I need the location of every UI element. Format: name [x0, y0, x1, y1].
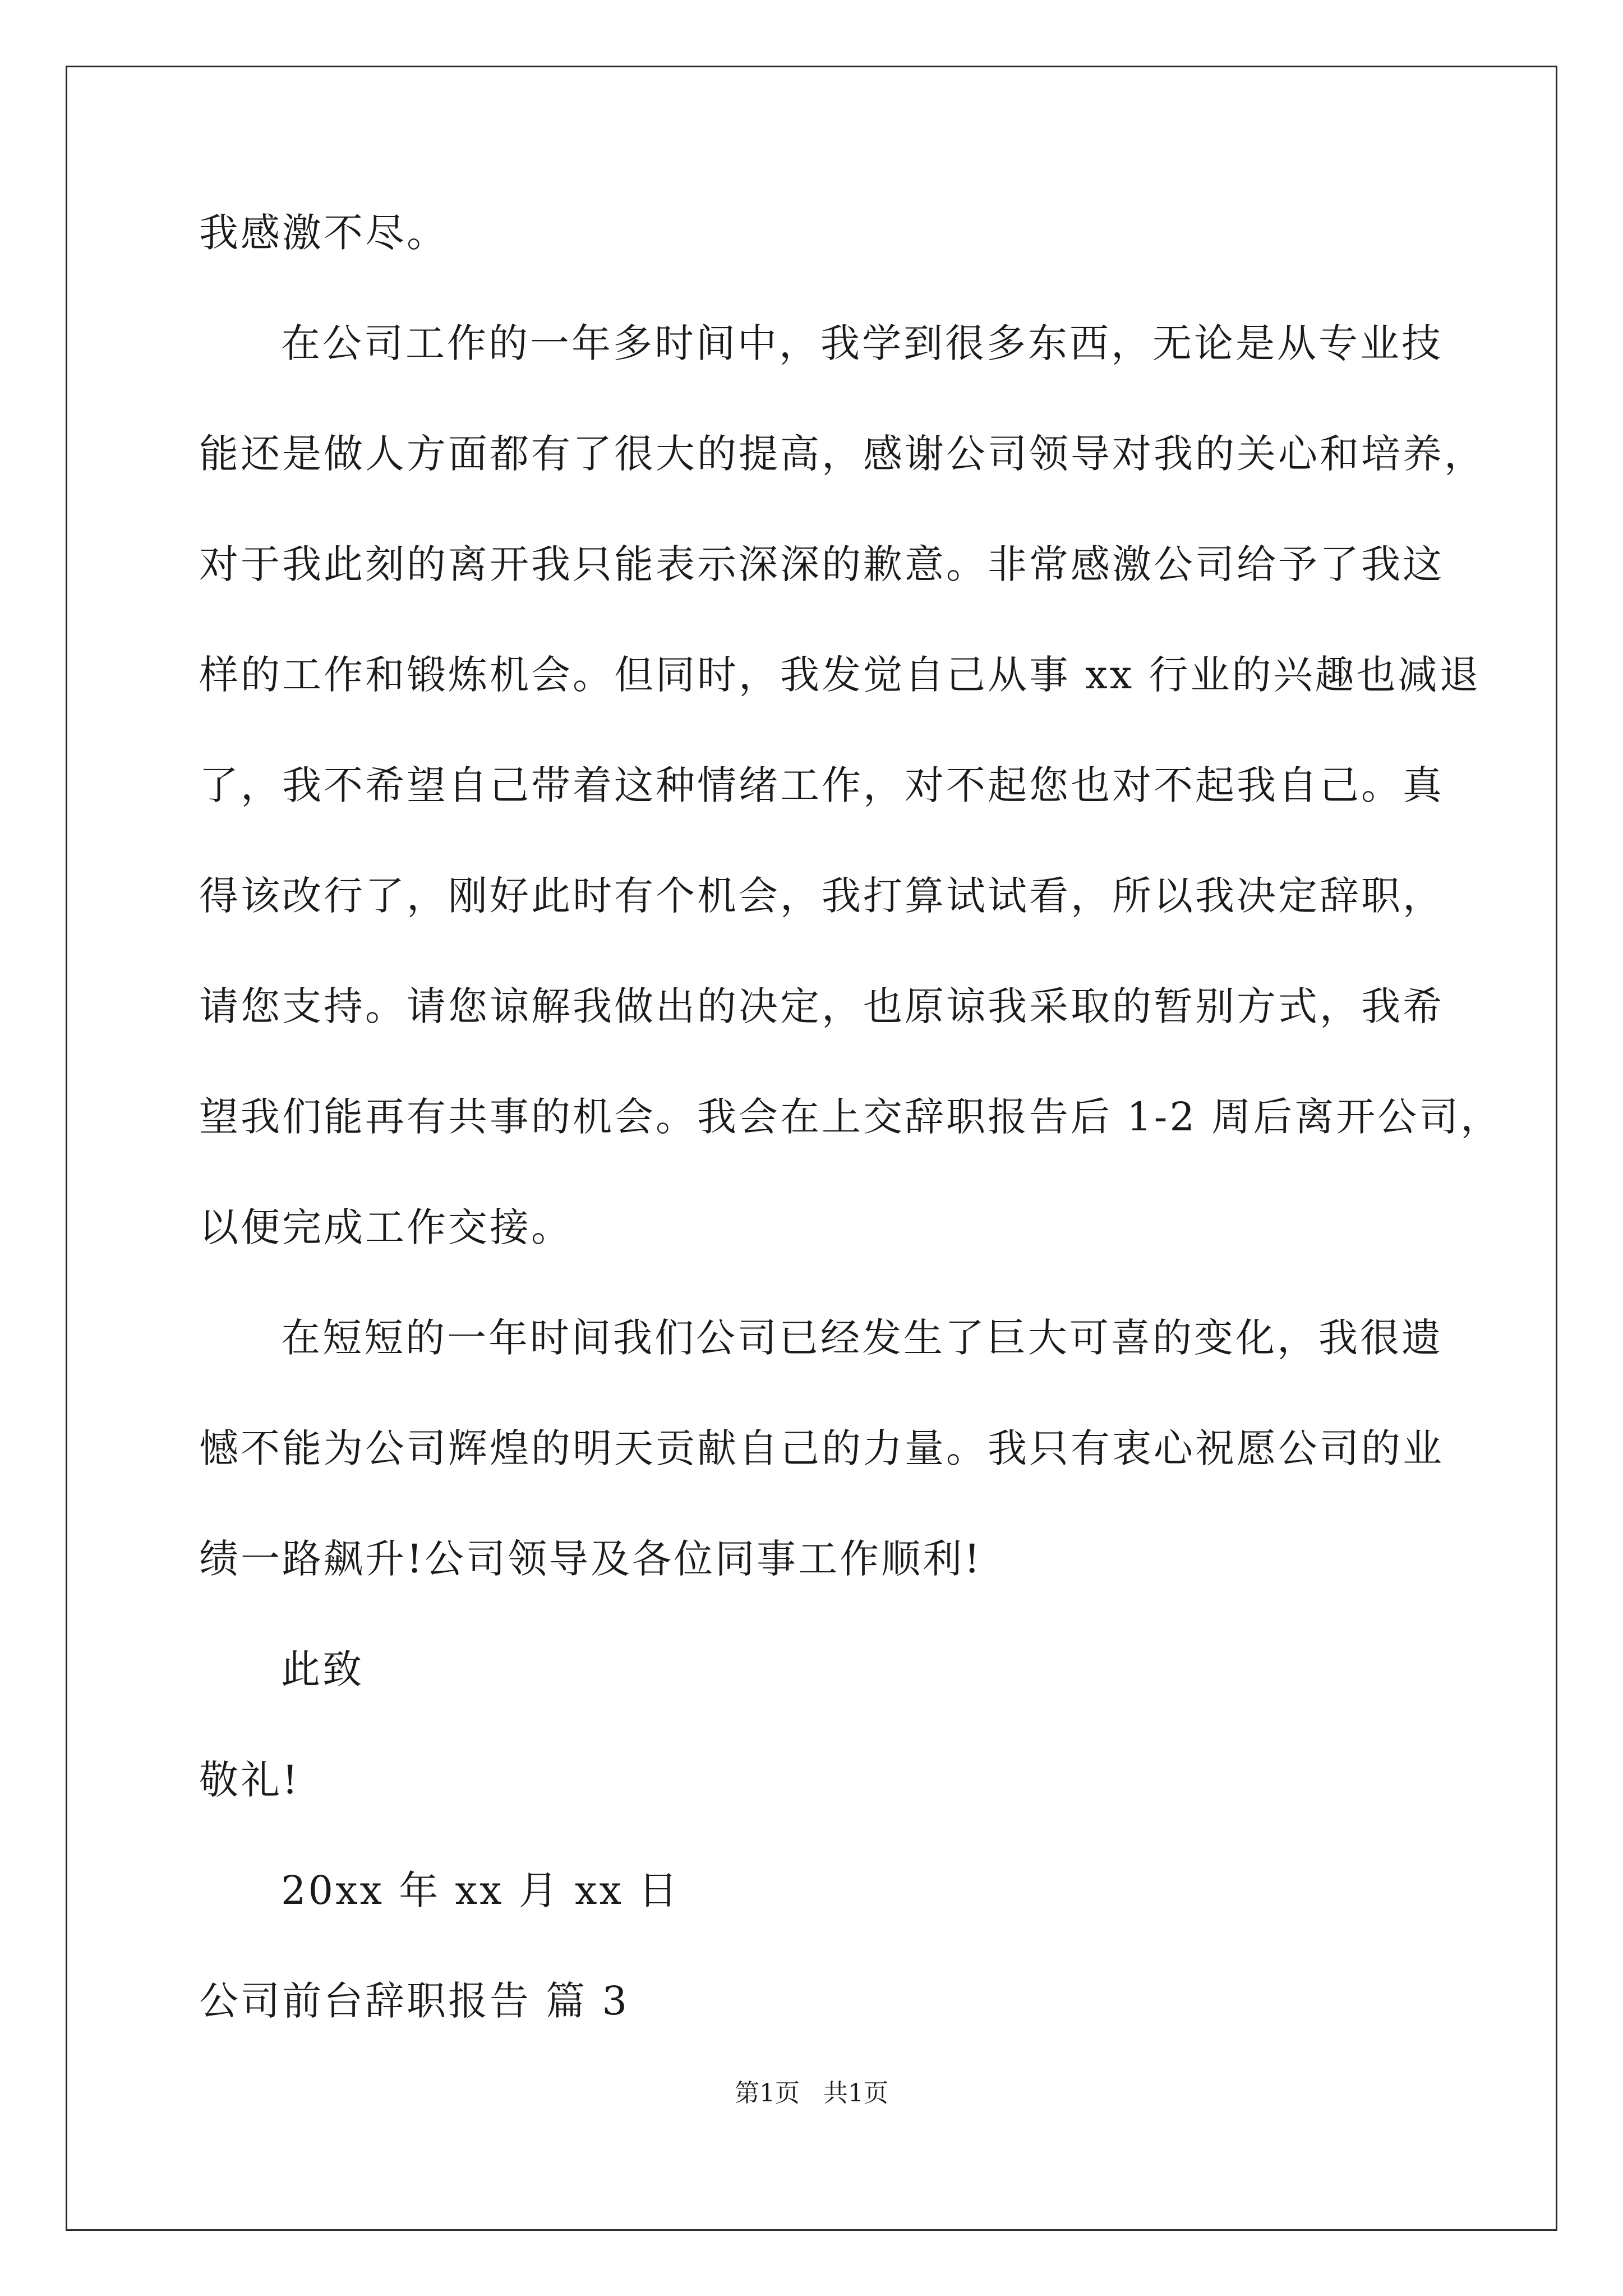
body-line: 对于我此刻的离开我只能表示深深的歉意。非常感激公司给予了我这 [199, 541, 1444, 587]
page-footer: 第1页 共1页 [735, 2079, 888, 2108]
closing-regards: 敬礼! [199, 1757, 301, 1803]
document-body [199, 210, 1502, 2092]
body-line: 以便完成工作交接。 [199, 1204, 573, 1250]
body-line: 绩一路飙升!公司领导及各位同事工作顺利! [199, 1536, 983, 1582]
body-line: 在短短的一年时间我们公司已经发生了巨大可喜的变化，我很遗 [281, 1315, 1443, 1361]
body-line: 了，我不希望自己带着这种情绪工作，对不起您也对不起我自己。真 [199, 762, 1444, 808]
body-line: 憾不能为公司辉煌的明天贡献自己的力量。我只有衷心祝愿公司的业 [199, 1425, 1444, 1471]
body-line: 得该改行了，刚好此时有个机会，我打算试试看，所以我决定辞职， [199, 873, 1444, 919]
body-line: 请您支持。请您谅解我做出的决定，也原谅我采取的暂别方式，我希 [199, 983, 1444, 1029]
letter-date: 20xx 年 xx 月 xx 日 [281, 1867, 680, 1913]
body-line: 样的工作和锻炼机会。但同时，我发觉自己从事 xx 行业的兴趣也减退 [199, 652, 1481, 698]
body-line: 在公司工作的一年多时间中，我学到很多东西，无论是从专业技 [281, 320, 1443, 366]
body-line: 能还是做人方面都有了很大的提高，感谢公司领导对我的关心和培养， [199, 431, 1486, 477]
closing-salutation: 此致 [281, 1646, 364, 1692]
body-line: 我感激不尽。 [199, 210, 448, 256]
body-line: 望我们能再有共事的机会。我会在上交辞职报告后 1-2 周后离开公司， [199, 1094, 1502, 1140]
section-heading: 公司前台辞职报告 篇 3 [199, 1978, 630, 2024]
